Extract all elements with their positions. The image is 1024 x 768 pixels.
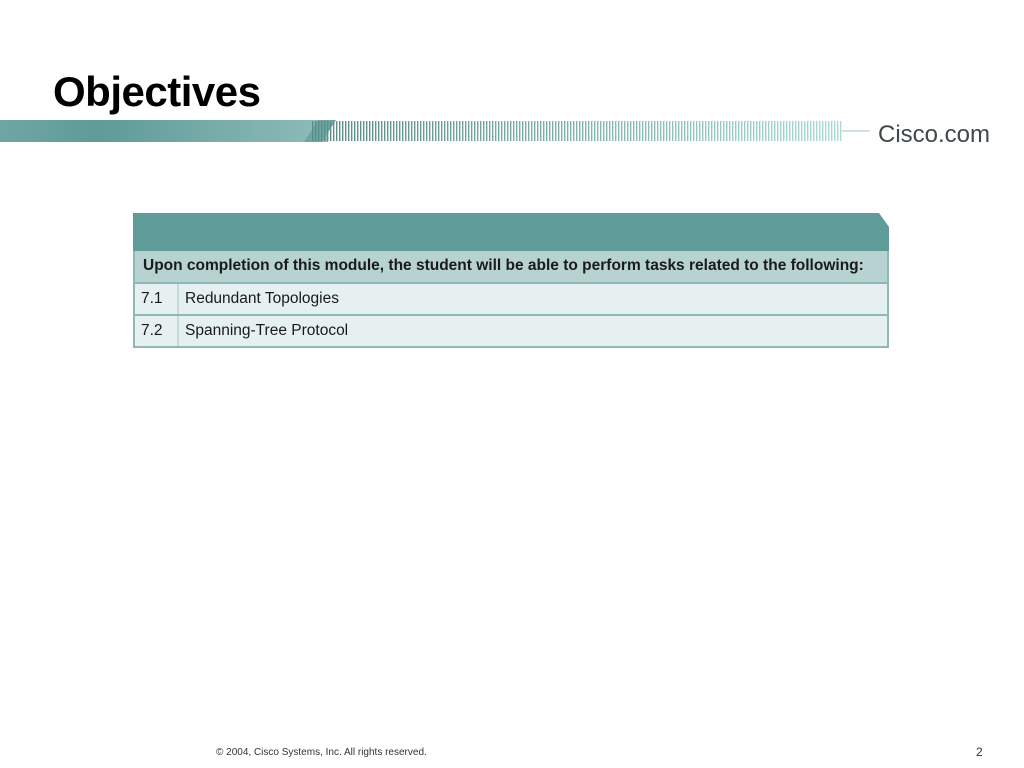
band-stripe (666, 121, 667, 141)
table-row (133, 282, 889, 314)
band-stripe (699, 121, 700, 141)
band-stripe (651, 121, 652, 141)
band-stripe (435, 121, 436, 141)
band-stripe (780, 121, 781, 141)
band-stripe (561, 121, 562, 141)
band-stripe (816, 121, 817, 141)
band-stripe (342, 121, 343, 141)
band-stripe (819, 121, 820, 141)
band-stripe (423, 121, 424, 141)
band-stripe (786, 121, 787, 141)
header-band-graphic (0, 118, 1024, 144)
band-stripe (438, 121, 439, 141)
band-stripe (747, 121, 748, 141)
band-stripe (795, 121, 796, 141)
band-stripe (717, 121, 718, 141)
band-stripe (474, 121, 475, 141)
band-stripe (624, 121, 625, 141)
band-stripe (732, 121, 733, 141)
band-stripe (840, 121, 841, 141)
band-stripe (405, 121, 406, 141)
band-stripe (813, 121, 814, 141)
table-header-corner (879, 213, 889, 227)
band-stripe (633, 121, 634, 141)
band-stripe (417, 121, 418, 141)
band-stripe (687, 121, 688, 141)
band-stripe (492, 121, 493, 141)
band-stripe (429, 121, 430, 141)
band-stripe (558, 121, 559, 141)
band-stripe (555, 121, 556, 141)
band-stripe (522, 121, 523, 141)
band-stripe (348, 121, 349, 141)
band-stripe (480, 121, 481, 141)
band-stripe (774, 121, 775, 141)
band-stripe (576, 121, 577, 141)
band-stripe (810, 121, 811, 141)
band-stripe (513, 121, 514, 141)
band-stripe (591, 121, 592, 141)
band-stripe (507, 121, 508, 141)
band-stripe (771, 121, 772, 141)
band-stripe (543, 121, 544, 141)
band-stripe (708, 121, 709, 141)
band-stripe (447, 121, 448, 141)
row-number: 7.1 (135, 284, 179, 314)
band-stripe (495, 121, 496, 141)
band-stripe (528, 121, 529, 141)
band-stripe (675, 121, 676, 141)
band-stripe (396, 121, 397, 141)
band-stripe (792, 121, 793, 141)
band-stripe (441, 121, 442, 141)
band-stripe (663, 121, 664, 141)
band-stripe (672, 121, 673, 141)
band-stripe (483, 121, 484, 141)
band-stripe (702, 121, 703, 141)
band-stripe (318, 121, 319, 141)
band-stripe (531, 121, 532, 141)
band-stripe (579, 121, 580, 141)
band-stripe (381, 121, 382, 141)
band-stripe (612, 121, 613, 141)
band-stripe (351, 121, 352, 141)
band-stripe (552, 121, 553, 141)
band-stripe (498, 121, 499, 141)
band-stripe (606, 121, 607, 141)
band-stripe (459, 121, 460, 141)
band-stripe (738, 121, 739, 141)
band-stripe (618, 121, 619, 141)
band-stripe (534, 121, 535, 141)
band-stripe (600, 121, 601, 141)
band-stripe (549, 121, 550, 141)
band-stripe (684, 121, 685, 141)
band-stripe (693, 121, 694, 141)
band-stripe (387, 121, 388, 141)
band-stripe (330, 121, 331, 141)
band-stripe (777, 121, 778, 141)
band-stripe (798, 121, 799, 141)
band-stripe (804, 121, 805, 141)
band-stripe (420, 121, 421, 141)
band-stripe (426, 121, 427, 141)
band-stripe (321, 121, 322, 141)
band-stripe (390, 121, 391, 141)
band-stripe (735, 121, 736, 141)
band-stripe (375, 121, 376, 141)
band-stripe (801, 121, 802, 141)
band-stripe (414, 121, 415, 141)
band-stripe (654, 121, 655, 141)
table-row (133, 314, 889, 348)
band-stripe (837, 121, 838, 141)
band-stripe (564, 121, 565, 141)
band-stripe (402, 121, 403, 141)
band-stripe (363, 121, 364, 141)
row-text: Redundant Topologies (185, 290, 339, 307)
band-stripe (828, 121, 829, 141)
band-stripe (585, 121, 586, 141)
band-stripe (411, 121, 412, 141)
band-stripe (456, 121, 457, 141)
band-stripe (825, 121, 826, 141)
band-stripe (408, 121, 409, 141)
band-stripe (510, 121, 511, 141)
band-stripe (741, 121, 742, 141)
band-stripe (471, 121, 472, 141)
page-number: 2 (976, 745, 983, 759)
band-stripe (711, 121, 712, 141)
band-stripe (621, 121, 622, 141)
band-stripe (354, 121, 355, 141)
band-stripe (582, 121, 583, 141)
band-stripe (315, 121, 316, 141)
band-stripe (609, 121, 610, 141)
band-stripe (822, 121, 823, 141)
band-stripe (615, 121, 616, 141)
band-stripe (525, 121, 526, 141)
band-stripe (681, 121, 682, 141)
band-stripe (627, 121, 628, 141)
band-stripe (645, 121, 646, 141)
band-stripe (537, 121, 538, 141)
band-stripe (504, 121, 505, 141)
band-stripe (357, 121, 358, 141)
band-stripe (486, 121, 487, 141)
band-stripe (690, 121, 691, 141)
band-stripe (744, 121, 745, 141)
band-stripe (336, 121, 337, 141)
band-stripe (324, 121, 325, 141)
band-stripe (636, 121, 637, 141)
cisco-logo: Cisco.com (878, 121, 991, 148)
band-stripe (783, 121, 784, 141)
band-stripe (696, 121, 697, 141)
band-stripe (678, 121, 679, 141)
band-stripe (660, 121, 661, 141)
footer-copyright: © 2004, Cisco Systems, Inc. All rights reserved. (216, 747, 427, 758)
band-stripe (603, 121, 604, 141)
band-stripe (516, 121, 517, 141)
band-stripe (750, 121, 751, 141)
band-stripe (648, 121, 649, 141)
band-stripe (333, 121, 334, 141)
band-stripe (489, 121, 490, 141)
band-stripe (720, 121, 721, 141)
band-stripe (597, 121, 598, 141)
band-stripe (807, 121, 808, 141)
band-stripe (642, 121, 643, 141)
band-stripe (759, 121, 760, 141)
band-solid (0, 120, 328, 142)
band-stripe (384, 121, 385, 141)
band-stripe (450, 121, 451, 141)
table-intro: Upon completion of this module, the student will be able to perform tasks related to the following: (133, 251, 889, 282)
header-band (0, 118, 1024, 144)
band-stripe (789, 121, 790, 141)
band-stripe (468, 121, 469, 141)
band-stripe (393, 121, 394, 141)
band-stripe (339, 121, 340, 141)
band-stripe (366, 121, 367, 141)
band-stripe (729, 121, 730, 141)
band-stripes (312, 121, 841, 141)
band-stripe (360, 121, 361, 141)
band-stripe (669, 121, 670, 141)
band-stripe (540, 121, 541, 141)
band-stripe (519, 121, 520, 141)
band-stripe (765, 121, 766, 141)
band-stripe (756, 121, 757, 141)
band-stripe (312, 121, 313, 141)
band-stripe (369, 121, 370, 141)
band-stripe (462, 121, 463, 141)
band-stripe (588, 121, 589, 141)
band-stripe (723, 121, 724, 141)
band-stripe (432, 121, 433, 141)
objectives-table (133, 213, 889, 348)
band-stripe (345, 121, 346, 141)
band-stripe (639, 121, 640, 141)
band-stripe (726, 121, 727, 141)
band-stripe (657, 121, 658, 141)
band-stripe (546, 121, 547, 141)
band-stripe (465, 121, 466, 141)
band-stripe (831, 121, 832, 141)
band-stripe (762, 121, 763, 141)
band-stripe (705, 121, 706, 141)
band-stripe (594, 121, 595, 141)
band-stripe (399, 121, 400, 141)
band-stripe (768, 121, 769, 141)
band-stripe (477, 121, 478, 141)
row-text: Spanning-Tree Protocol (185, 322, 349, 339)
band-stripe (327, 121, 328, 141)
slide-title: Objectives (53, 68, 261, 115)
band-stripe (378, 121, 379, 141)
band-stripe (444, 121, 445, 141)
band-stripe (573, 121, 574, 141)
band-stripe (570, 121, 571, 141)
band-stripe (567, 121, 568, 141)
band-stripe (753, 121, 754, 141)
band-stripe (630, 121, 631, 141)
band-stripe (372, 121, 373, 141)
table-header-bar (133, 213, 889, 251)
row-number: 7.2 (135, 316, 179, 346)
band-stripe (501, 121, 502, 141)
band-stripe (453, 121, 454, 141)
band-stripe (714, 121, 715, 141)
band-stripe (834, 121, 835, 141)
